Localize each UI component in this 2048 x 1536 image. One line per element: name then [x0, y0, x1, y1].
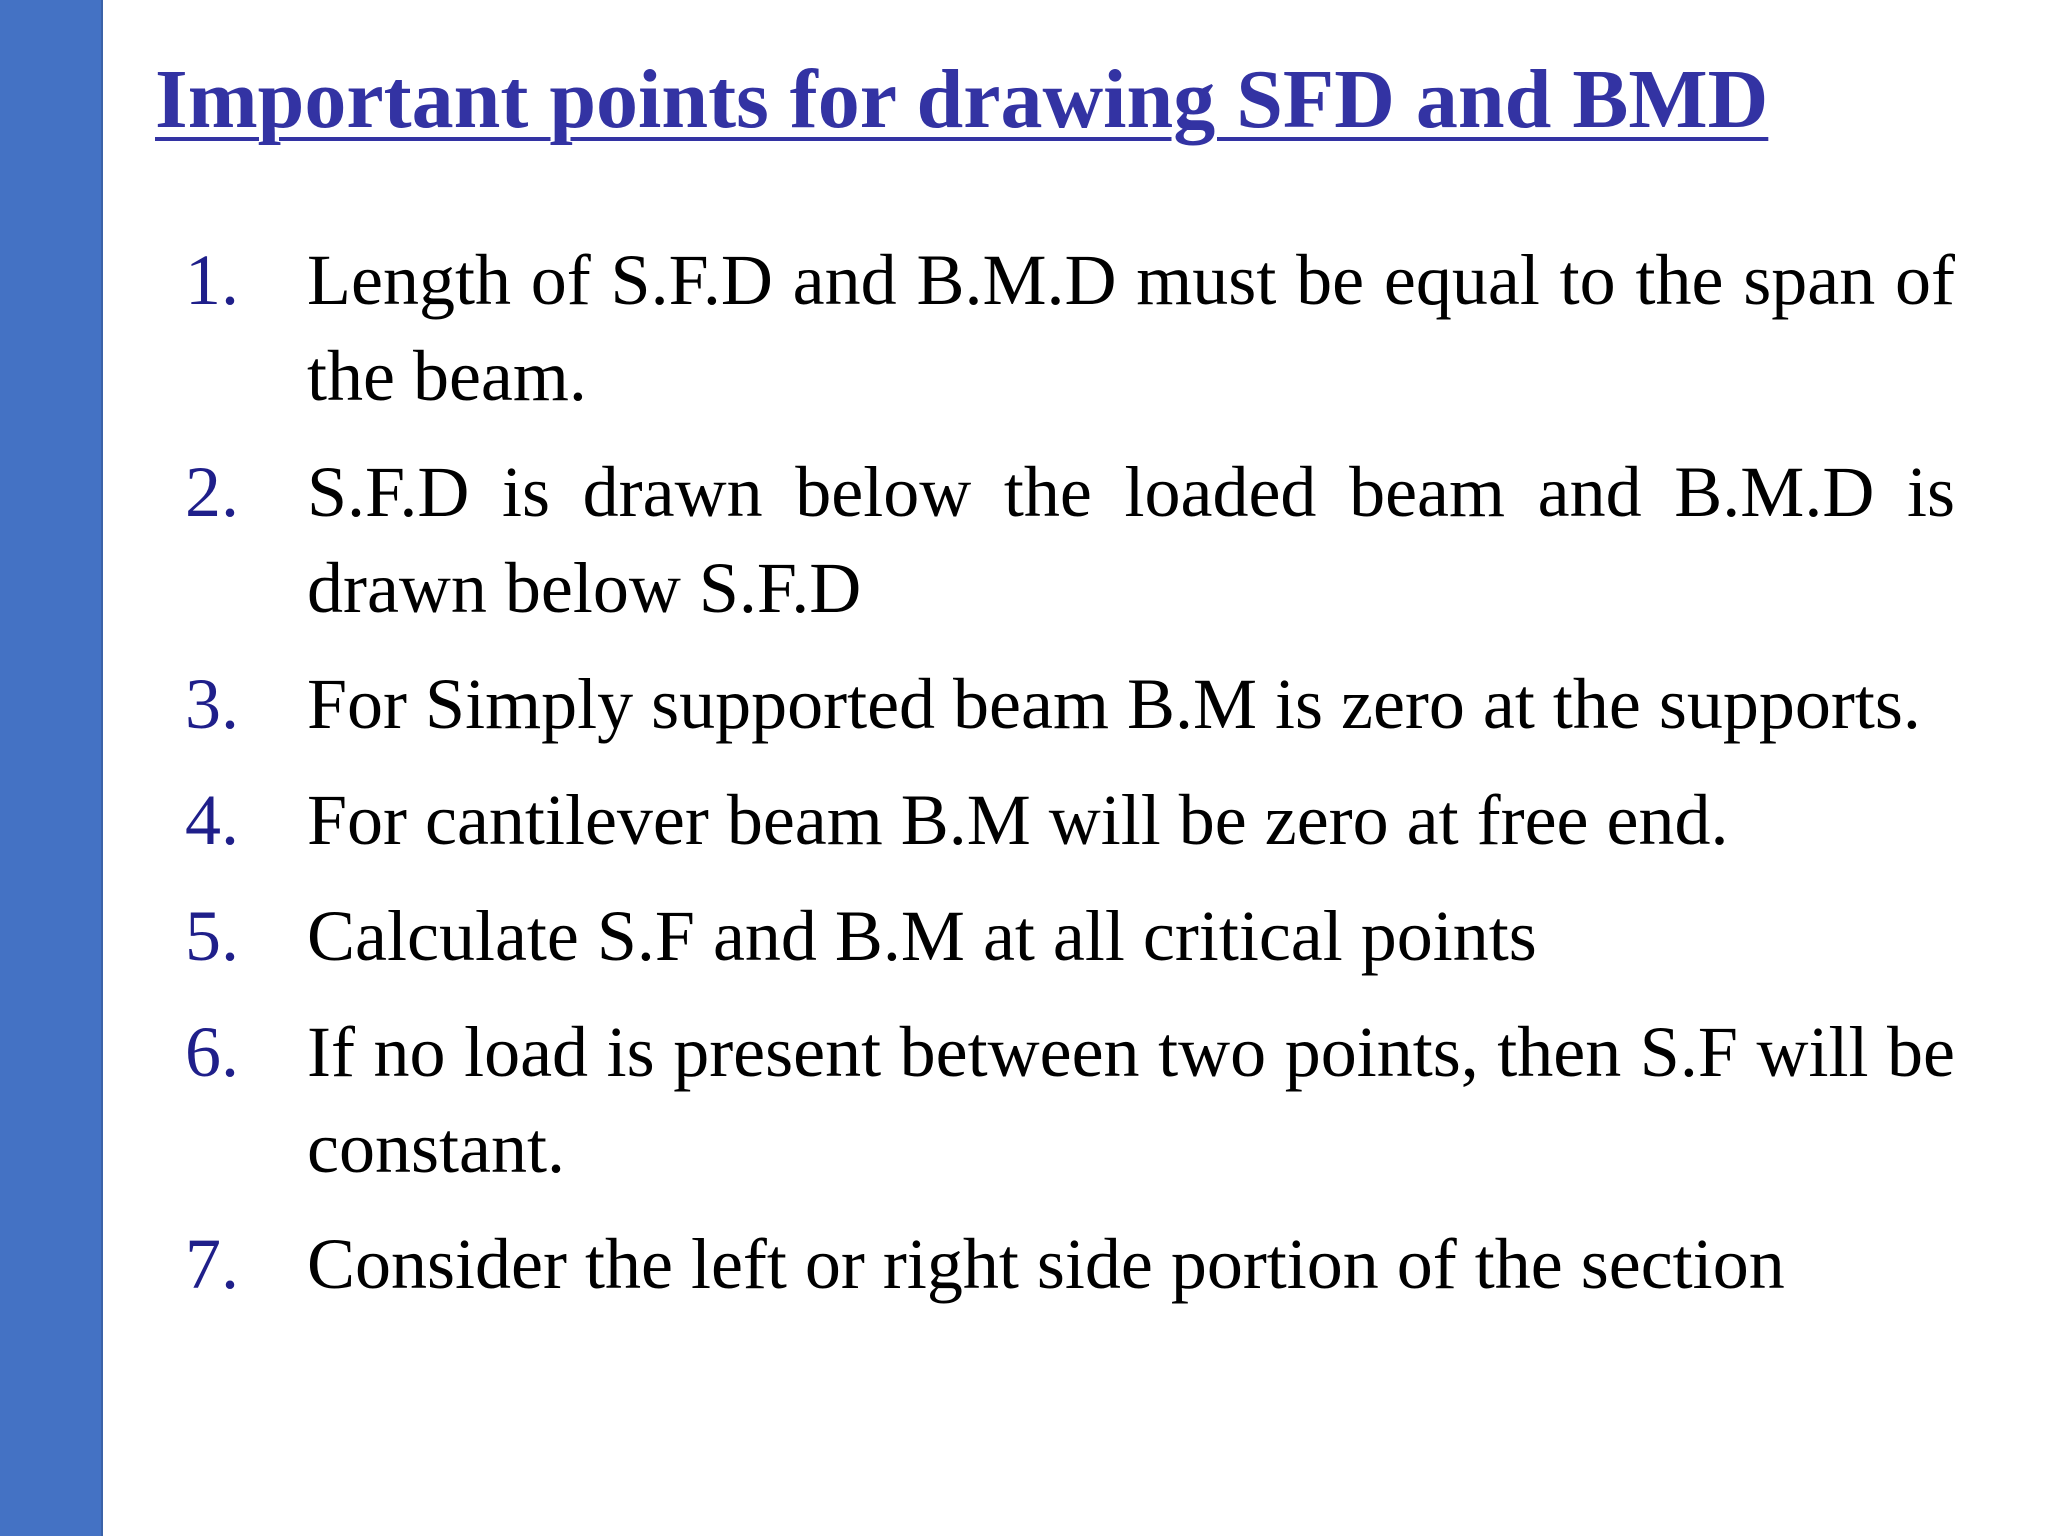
slide-title: Important points for drawing SFD and BMD	[155, 53, 1769, 146]
point-text: Length of S.F.D and B.M.D must be equal to the span of the beam.	[307, 240, 1955, 416]
point-item	[185, 444, 1955, 636]
point-text: Calculate S.F and B.M at all critical points	[307, 896, 1537, 976]
point-number: 5.	[185, 896, 239, 976]
point-number: 1.	[185, 240, 239, 320]
points-list	[185, 232, 1955, 1332]
point-number: 3.	[185, 664, 239, 744]
point-number: 2.	[185, 452, 239, 532]
point-text: S.F.D is drawn below the loaded beam and B.M.D is drawn below S.F.D	[307, 452, 1955, 628]
point-item	[185, 772, 1955, 868]
point-text: For cantilever beam B.M will be zero at free end.	[307, 780, 1729, 860]
point-number: 6.	[185, 1012, 239, 1092]
point-text: For Simply supported beam B.M is zero at the supports.	[307, 664, 1921, 744]
point-item	[185, 1216, 1955, 1312]
point-item	[185, 1004, 1955, 1196]
point-number: 4.	[185, 780, 239, 860]
point-item	[185, 656, 1955, 752]
point-item	[185, 232, 1955, 424]
side-accent-bar	[0, 0, 103, 1536]
point-text: If no load is present between two points, then S.F will be constant.	[307, 1012, 1955, 1188]
point-item	[185, 888, 1955, 984]
point-number: 7.	[185, 1224, 239, 1304]
point-text: Consider the left or right side portion of the section	[307, 1224, 1785, 1304]
